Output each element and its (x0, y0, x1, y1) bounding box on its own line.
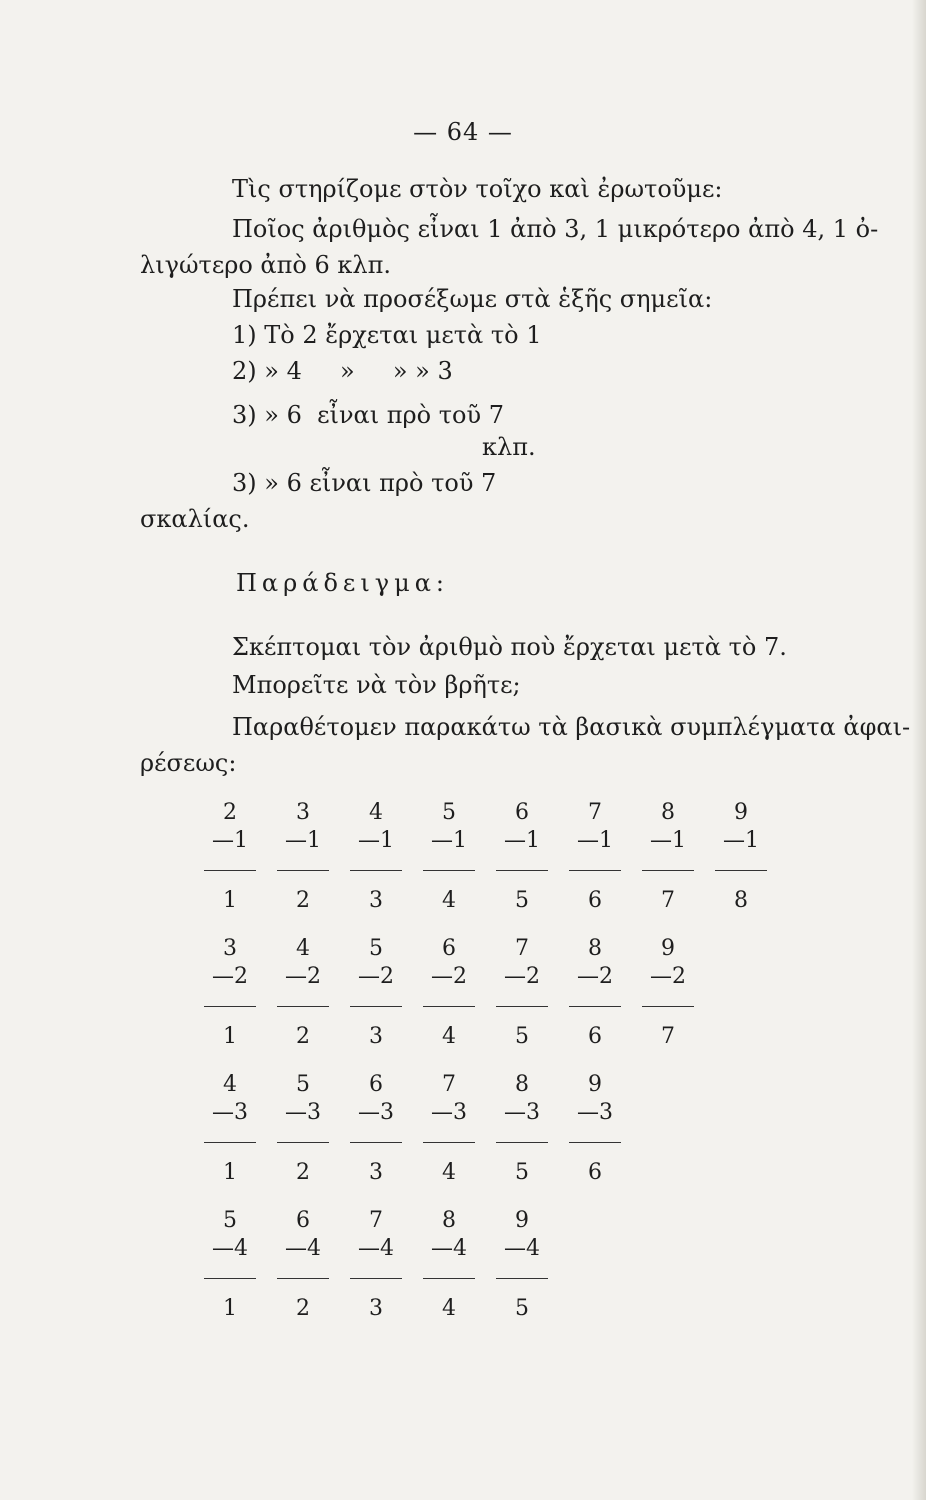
group-2-rule-7 (642, 1006, 694, 1007)
group-3-sub-1: —3 (212, 1100, 248, 1125)
group-3-sub-6: —3 (577, 1100, 613, 1125)
group-3-top-6: 9 (588, 1072, 602, 1097)
group-3-result-1: 1 (223, 1160, 237, 1185)
group-2-sub-3: —2 (358, 964, 394, 989)
group-2-sub-7: —2 (650, 964, 686, 989)
group-3-sub-4: —3 (431, 1100, 467, 1125)
group-4-top-5: 9 (515, 1208, 529, 1233)
group-1-sub-4: —1 (431, 828, 467, 853)
group-1-top-2: 3 (296, 800, 310, 825)
group-1-sub-6: —1 (577, 828, 613, 853)
group-4-sub-1: —4 (212, 1236, 248, 1261)
group-1-rule-6 (569, 870, 621, 871)
group-3-top-5: 8 (515, 1072, 529, 1097)
group-1-sub-8: —1 (723, 828, 759, 853)
group-1-result-3: 3 (369, 888, 383, 913)
group-3-result-5: 5 (515, 1160, 529, 1185)
group-2-rule-2 (277, 1006, 329, 1007)
group-3-result-6: 6 (588, 1160, 602, 1185)
group-3-top-3: 6 (369, 1072, 383, 1097)
group-1-top-6: 7 (588, 800, 602, 825)
group-2-result-4: 4 (442, 1024, 456, 1049)
example-line-3: Παραθέτομεν παρακάτω τὰ βασικὰ συμπλέγματα ἀφαι- (232, 713, 911, 741)
group-2-top-5: 7 (515, 936, 529, 961)
group-3-rule-1 (204, 1142, 256, 1143)
group-1-result-4: 4 (442, 888, 456, 913)
group-1-top-7: 8 (661, 800, 675, 825)
list-etc: κλπ. (482, 433, 536, 461)
group-2-top-6: 8 (588, 936, 602, 961)
group-3-rule-3 (350, 1142, 402, 1143)
list-item-3-repeat: 3) » 6 εἶναι πρὸ τοῦ 7 (232, 469, 497, 497)
group-2-sub-1: —2 (212, 964, 248, 989)
page-number: — 64 — (413, 118, 513, 146)
group-2-result-3: 3 (369, 1024, 383, 1049)
group-2-top-2: 4 (296, 936, 310, 961)
group-4-sub-3: —4 (358, 1236, 394, 1261)
group-1-rule-1 (204, 870, 256, 871)
group-1-sub-3: —1 (358, 828, 394, 853)
group-3-top-4: 7 (442, 1072, 456, 1097)
group-1-result-5: 5 (515, 888, 529, 913)
group-4-sub-2: —4 (285, 1236, 321, 1261)
group-2-sub-2: —2 (285, 964, 321, 989)
group-4-result-3: 3 (369, 1296, 383, 1321)
group-4-rule-5 (496, 1278, 548, 1279)
page-edge-shadow (912, 0, 926, 1500)
example-line-4: ρέσεως: (140, 749, 237, 777)
group-3-rule-2 (277, 1142, 329, 1143)
group-1-rule-8 (715, 870, 767, 871)
group-2-top-1: 3 (223, 936, 237, 961)
group-2-rule-5 (496, 1006, 548, 1007)
group-3-result-2: 2 (296, 1160, 310, 1185)
group-4-result-4: 4 (442, 1296, 456, 1321)
group-1-rule-5 (496, 870, 548, 871)
group-1-rule-3 (350, 870, 402, 871)
group-3-rule-4 (423, 1142, 475, 1143)
example-line-1: Σκέπτομαι τὸν ἀριθμὸ ποὺ ἔρχεται μετὰ τὸ 7. (232, 633, 787, 661)
group-2-sub-6: —2 (577, 964, 613, 989)
example-line-2: Μπορεῖτε νὰ τὸν βρῆτε; (232, 671, 521, 699)
group-3-rule-5 (496, 1142, 548, 1143)
group-4-sub-5: —4 (504, 1236, 540, 1261)
group-2-result-7: 7 (661, 1024, 675, 1049)
group-1-result-7: 7 (661, 888, 675, 913)
group-2-sub-5: —2 (504, 964, 540, 989)
group-1-sub-7: —1 (650, 828, 686, 853)
group-2-rule-3 (350, 1006, 402, 1007)
list-item-3: 3) » 6 εἶναι πρὸ τοῦ 7 (232, 401, 504, 429)
group-2-rule-6 (569, 1006, 621, 1007)
group-1-result-1: 1 (223, 888, 237, 913)
group-4-result-5: 5 (515, 1296, 529, 1321)
group-2-result-2: 2 (296, 1024, 310, 1049)
group-1-rule-2 (277, 870, 329, 871)
example-heading: Παράδειγμα: (236, 569, 449, 597)
group-4-rule-4 (423, 1278, 475, 1279)
group-2-sub-4: —2 (431, 964, 467, 989)
group-1-sub-5: —1 (504, 828, 540, 853)
group-2-result-5: 5 (515, 1024, 529, 1049)
text-fragment: σκαλίας. (140, 505, 250, 533)
group-1-result-2: 2 (296, 888, 310, 913)
group-4-top-1: 5 (223, 1208, 237, 1233)
group-1-top-3: 4 (369, 800, 383, 825)
group-4-top-2: 6 (296, 1208, 310, 1233)
group-1-top-8: 9 (734, 800, 748, 825)
group-4-rule-3 (350, 1278, 402, 1279)
group-1-result-6: 6 (588, 888, 602, 913)
group-3-sub-3: —3 (358, 1100, 394, 1125)
group-2-result-1: 1 (223, 1024, 237, 1049)
group-3-result-4: 4 (442, 1160, 456, 1185)
group-4-result-1: 1 (223, 1296, 237, 1321)
text-line-2: Ποῖος ἀριθμὸς εἶναι 1 ἀπὸ 3, 1 μικρότερο ἀπὸ 4, 1 ὀ- (232, 215, 879, 243)
group-4-top-3: 7 (369, 1208, 383, 1233)
list-item-1: 1) Τὸ 2 ἔρχεται μετὰ τὸ 1 (232, 321, 542, 349)
group-4-rule-2 (277, 1278, 329, 1279)
group-1-top-1: 2 (223, 800, 237, 825)
text-line-3: λιγώτερο ἀπὸ 6 κλπ. (140, 251, 392, 279)
group-1-rule-7 (642, 870, 694, 871)
group-2-top-7: 9 (661, 936, 675, 961)
group-3-result-3: 3 (369, 1160, 383, 1185)
group-1-top-5: 6 (515, 800, 529, 825)
group-3-top-1: 4 (223, 1072, 237, 1097)
group-1-sub-1: —1 (212, 828, 248, 853)
group-3-sub-2: —3 (285, 1100, 321, 1125)
group-1-top-4: 5 (442, 800, 456, 825)
group-4-top-4: 8 (442, 1208, 456, 1233)
group-4-rule-1 (204, 1278, 256, 1279)
group-1-result-8: 8 (734, 888, 748, 913)
group-2-rule-4 (423, 1006, 475, 1007)
text-line-4: Πρέπει νὰ προσέξωμε στὰ ἑξῆς σημεῖα: (232, 285, 713, 313)
group-2-rule-1 (204, 1006, 256, 1007)
group-2-result-6: 6 (588, 1024, 602, 1049)
group-4-result-2: 2 (296, 1296, 310, 1321)
group-1-sub-2: —1 (285, 828, 321, 853)
group-3-top-2: 5 (296, 1072, 310, 1097)
group-4-sub-4: —4 (431, 1236, 467, 1261)
group-2-top-3: 5 (369, 936, 383, 961)
list-item-2: 2) » 4 » » » 3 (232, 357, 453, 385)
group-3-sub-5: —3 (504, 1100, 540, 1125)
group-3-rule-6 (569, 1142, 621, 1143)
group-1-rule-4 (423, 870, 475, 871)
text-line-1: Τὶς στηρίζομε στὸν τοῖχο καὶ ἐρωτοῦμε: (232, 175, 723, 203)
group-2-top-4: 6 (442, 936, 456, 961)
